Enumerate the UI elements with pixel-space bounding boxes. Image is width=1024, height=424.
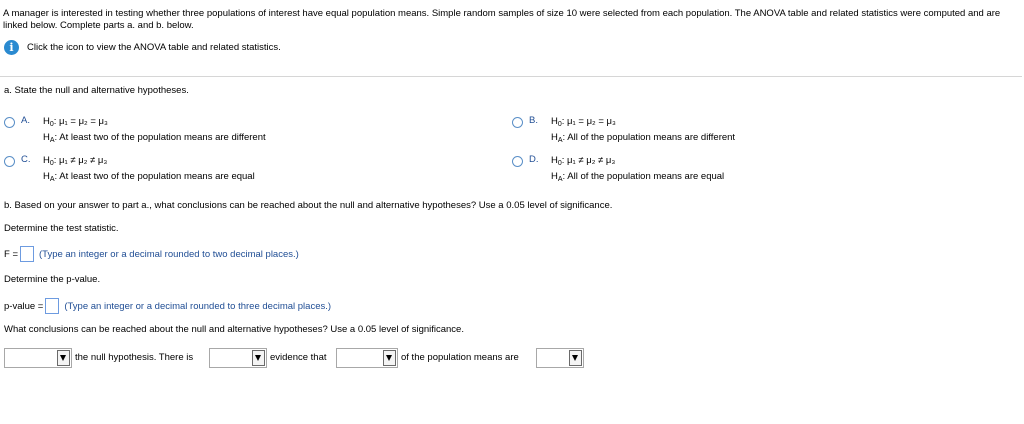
- f-input[interactable]: [20, 246, 34, 262]
- problem-intro: A manager is interested in testing whether three populations of interest have equal population means. Simple random samples of size 10 were selected from each population. The ANOVA table and related statistics were computed and are linked below. Complete parts a. and b. below.: [3, 8, 1001, 31]
- option-c-ha-symbol: H: [43, 171, 50, 182]
- option-d-ha-symbol: H: [551, 171, 558, 182]
- option-b-radio[interactable]: [512, 117, 523, 128]
- option-c-letter: C.: [21, 154, 31, 165]
- option-b-letter: B.: [529, 115, 538, 126]
- chevron-down-icon[interactable]: [569, 350, 582, 366]
- f-row: [4, 246, 299, 262]
- p-hint: (Type an integer or a decimal rounded to three decimal places.): [64, 300, 332, 312]
- option-a-radio[interactable]: [4, 117, 15, 128]
- option-d-h0-symbol: H: [551, 155, 558, 166]
- option-a-null: : μ₁ = μ₂ = μ₃: [53, 116, 108, 127]
- p-label: p-value =: [4, 300, 44, 312]
- info-icon[interactable]: i: [4, 40, 19, 55]
- conclusion-prompt: What conclusions can be reached about the null and alternative hypotheses? Use a 0.05 level of significance.: [4, 324, 464, 335]
- sentence-text-1: the null hypothesis. There is: [75, 352, 194, 363]
- option-a-ha-sub: A: [49, 137, 55, 144]
- option-d-null: : μ₁ ≠ μ₂ ≠ μ₃: [561, 155, 616, 166]
- option-b-h0-symbol: H: [551, 116, 558, 127]
- evidence-dropdown[interactable]: [209, 348, 267, 368]
- option-d-radio[interactable]: [512, 156, 523, 167]
- part-b-prompt: b. Based on your answer to part a., what conclusions can be reached about the null and alternative hypotheses? Use a 0.05 level of significance.: [4, 200, 613, 211]
- option-c[interactable]: [4, 154, 255, 186]
- option-b-ha-sub: A: [557, 137, 563, 144]
- option-a-h0-sub: 0: [49, 121, 54, 128]
- option-c-radio[interactable]: [4, 156, 15, 167]
- reject-decision-dropdown[interactable]: [4, 348, 72, 368]
- option-c-ha-sub: A: [49, 176, 55, 183]
- option-d-letter: D.: [529, 154, 539, 165]
- p-row: [4, 298, 331, 314]
- f-label: F =: [4, 248, 18, 260]
- option-b-null: : μ₁ = μ₂ = μ₃: [561, 116, 616, 127]
- option-b-alt: : All of the population means are different: [562, 132, 736, 143]
- option-b[interactable]: [512, 115, 735, 147]
- option-b-ha-symbol: H: [551, 132, 558, 143]
- p-input[interactable]: [45, 298, 59, 314]
- sentence-text-3: of the population means are: [401, 352, 519, 363]
- option-d[interactable]: [512, 154, 724, 186]
- sentence-text-2: evidence that: [270, 352, 327, 363]
- option-c-h0-sub: 0: [49, 160, 54, 167]
- option-d-alt: : All of the population means are equal: [562, 171, 725, 182]
- f-hint: (Type an integer or a decimal rounded to two decimal places.): [39, 248, 299, 260]
- option-a-alt: : At least two of the population means are different: [54, 132, 266, 143]
- option-a-letter: A.: [21, 115, 30, 126]
- info-link-text: Click the icon to view the ANOVA table and related statistics.: [27, 42, 281, 53]
- option-b-h0-sub: 0: [557, 121, 562, 128]
- quantity-dropdown[interactable]: [336, 348, 398, 368]
- option-c-h0-symbol: H: [43, 155, 50, 166]
- chevron-down-icon[interactable]: [252, 350, 265, 366]
- chevron-down-icon[interactable]: [383, 350, 396, 366]
- option-c-alt: : At least two of the population means are equal: [54, 171, 255, 182]
- means-dropdown[interactable]: [536, 348, 584, 368]
- test-stat-label: Determine the test statistic.: [4, 223, 119, 234]
- option-d-ha-sub: A: [557, 176, 563, 183]
- chevron-down-icon[interactable]: [57, 350, 70, 366]
- divider: [0, 76, 1022, 77]
- pvalue-label: Determine the p-value.: [4, 274, 101, 285]
- option-c-null: : μ₁ ≠ μ₂ ≠ μ₃: [53, 155, 108, 166]
- option-a-h0-symbol: H: [43, 116, 50, 127]
- part-a-prompt: a. State the null and alternative hypotheses.: [4, 85, 189, 96]
- option-a[interactable]: [4, 115, 266, 147]
- option-d-h0-sub: 0: [557, 160, 562, 167]
- info-link-row[interactable]: [4, 40, 281, 55]
- option-a-ha-symbol: H: [43, 132, 50, 143]
